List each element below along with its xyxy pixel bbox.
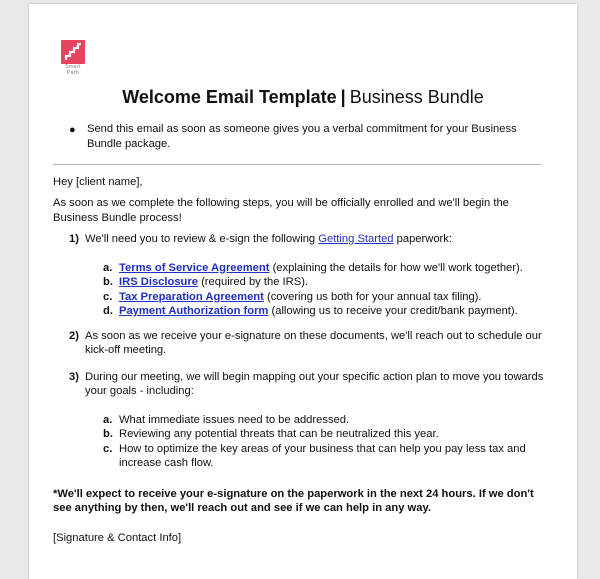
instruction-text: Send this email as soon as someone gives you a verbal commitment for your Business Bundle package. [87,123,517,150]
document-page [29,4,577,579]
list-item [53,304,577,319]
item-text: How to optimize the key areas of your business that can help you pay less tax and increase cash flow. [119,442,526,469]
step-1-sublist [53,261,577,319]
item-letter: c. [103,442,113,455]
item-text: What immediate issues need to be addressed. [119,413,350,426]
list-item [53,427,577,442]
list-item [53,442,577,471]
intro-paragraph: As soon as we complete the following steps, you will be officially enrolled and we'll begin the Business Bundle process! [53,197,509,224]
item-letter: a. [103,261,113,274]
page-title [29,87,577,108]
step-number: 3) [69,370,79,383]
item-letter: b. [103,276,113,288]
step-text: During our meeting, we will begin mapping out your specific action plan to move you towards your goals - including: [85,370,544,397]
step-1 [53,232,577,247]
step-text: As soon as we receive your e-signature on these documents, we'll reach out to schedule our kick-off meeting. [85,329,542,356]
item-letter: b. [103,428,113,440]
list-item [53,290,577,305]
title-regular: Business Bundle [349,87,484,107]
item-text: Reviewing any potential threats that can be neutralized this year. [119,428,439,440]
instruction-bullet [53,122,577,151]
signature-placeholder: [Signature & Contact Info] [53,531,182,544]
title-bold: Welcome Email Template [122,87,337,107]
step-text: We'll need you to review & e-sign the following [85,233,319,245]
terms-of-service-link[interactable]: Terms of Service Agreement [119,261,270,274]
item-letter: c. [103,290,113,303]
step-2 [53,329,577,358]
step-text-after: paperwork: [393,233,452,245]
step-3 [53,370,577,399]
getting-started-link[interactable]: Getting Started [318,233,394,245]
payment-authorization-link[interactable]: Payment Authorization form [119,305,269,317]
list-item [53,275,577,290]
list-item [53,261,577,276]
greeting: Hey [client name], [53,176,143,188]
item-letter: a. [103,413,113,426]
tax-preparation-link[interactable]: Tax Preparation Agreement [119,290,264,303]
item-letter: d. [103,305,113,317]
title-separator: | [340,87,346,107]
step-number: 1) [69,233,79,245]
step-number: 2) [69,329,79,342]
item-text: (explaining the details for how we'll work together). [269,261,523,274]
closing-note: *We'll expect to receive your e-signature on the paperwork in the next 24 hours. If we don't see anything by then, we'll reach out and see if we can help in any way. [53,487,534,514]
list-item [53,413,577,428]
item-text: (required by the IRS). [197,276,309,288]
irs-disclosure-link[interactable]: IRS Disclosure [119,276,198,288]
bullet-dot-icon: ● [69,124,76,136]
step-3-sublist [53,413,577,471]
item-text: (covering us both for your annual tax filing). [263,290,482,303]
smart-path-logo [61,40,91,76]
item-text: (allowing us to receive your credit/bank payment). [268,305,518,317]
divider [53,164,541,165]
logo-text: Smart Path [65,64,81,76]
stairs-icon [61,40,85,64]
